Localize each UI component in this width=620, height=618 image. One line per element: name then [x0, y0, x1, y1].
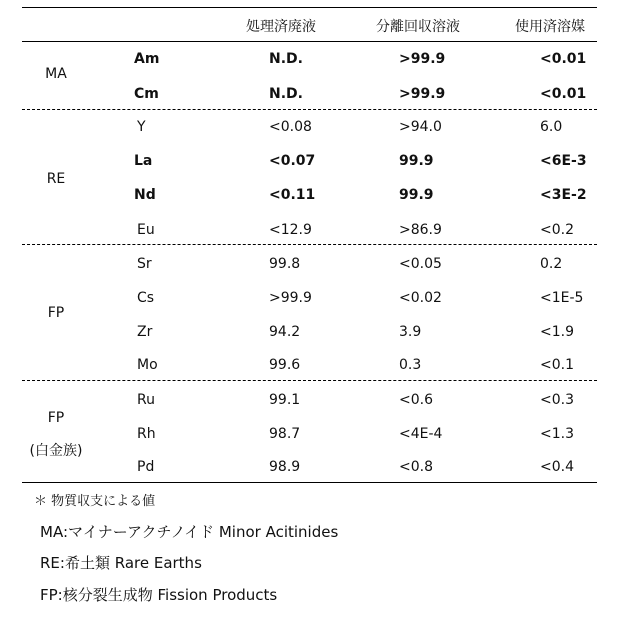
value-treated-waste: >99.9	[269, 290, 312, 306]
element-label: Am	[134, 51, 160, 67]
value-recovered-solution: 99.9	[399, 153, 434, 169]
group-divider	[22, 380, 597, 381]
value-treated-waste: N.D.	[269, 51, 303, 67]
value-spent-solvent: <0.2	[540, 222, 574, 238]
legend-fp: FP:核分裂生成物 Fission Products	[40, 586, 278, 604]
value-treated-waste: 98.7	[269, 426, 301, 442]
value-treated-waste: 99.6	[269, 357, 301, 373]
header-treated-waste: 処理済廃液	[246, 19, 316, 35]
group-label-fp-pgm: FP	[47, 410, 65, 426]
legend-ma: MA:マイナーアクチノイド Minor Acitinides	[40, 523, 339, 541]
table-bottom-rule	[22, 482, 597, 483]
value-treated-waste: N.D.	[269, 86, 303, 102]
element-label: La	[134, 153, 153, 169]
group-label-fp-pgm-sub: (白金族)	[29, 443, 83, 459]
value-recovered-solution: >94.0	[399, 119, 442, 135]
group-label-re: RE	[46, 171, 66, 187]
value-spent-solvent: <0.3	[540, 392, 574, 408]
value-recovered-solution: 3.9	[399, 324, 422, 340]
element-label: Cs	[137, 290, 155, 306]
value-spent-solvent: <0.01	[540, 86, 587, 102]
value-spent-solvent: <0.1	[540, 357, 574, 373]
element-label: Rh	[137, 426, 156, 442]
value-treated-waste: <0.11	[269, 187, 316, 203]
element-label: Pd	[137, 459, 155, 475]
value-recovered-solution: <4E-4	[399, 426, 443, 442]
value-treated-waste: 94.2	[269, 324, 301, 340]
value-treated-waste: <0.08	[269, 119, 312, 135]
value-recovered-solution: >86.9	[399, 222, 442, 238]
value-spent-solvent: 0.2	[540, 256, 563, 272]
legend-re: RE:希土類 Rare Earths	[40, 554, 202, 572]
footnote: ＊ 物質収支による値	[34, 494, 156, 509]
value-recovered-solution: 0.3	[399, 357, 422, 373]
value-recovered-solution: <0.02	[399, 290, 442, 306]
header-recovered-solution: 分離回収溶液	[376, 19, 460, 35]
value-treated-waste: 98.9	[269, 459, 301, 475]
element-label: Nd	[134, 187, 156, 203]
element-label: Eu	[137, 222, 155, 238]
value-spent-solvent: 6.0	[540, 119, 563, 135]
value-spent-solvent: <1.3	[540, 426, 574, 442]
value-spent-solvent: <1E-5	[540, 290, 584, 306]
element-label: Mo	[137, 357, 158, 373]
table-top-rule	[22, 7, 597, 8]
header-bottom-rule	[22, 41, 597, 42]
value-recovered-solution: 99.9	[399, 187, 434, 203]
value-spent-solvent: <0.01	[540, 51, 587, 67]
value-recovered-solution: <0.8	[399, 459, 433, 475]
value-treated-waste: 99.1	[269, 392, 301, 408]
group-divider	[22, 244, 597, 245]
group-label-fp: FP	[47, 305, 65, 321]
value-spent-solvent: <6E-3	[540, 153, 587, 169]
value-treated-waste: 99.8	[269, 256, 301, 272]
group-label-ma: MA	[45, 66, 67, 82]
value-treated-waste: <12.9	[269, 222, 312, 238]
element-label: Y	[137, 119, 146, 135]
value-recovered-solution: >99.9	[399, 86, 446, 102]
value-spent-solvent: <1.9	[540, 324, 574, 340]
value-recovered-solution: <0.05	[399, 256, 442, 272]
element-label: Cm	[134, 86, 159, 102]
element-label: Ru	[137, 392, 155, 408]
element-label: Zr	[137, 324, 153, 340]
value-spent-solvent: <0.4	[540, 459, 574, 475]
group-divider	[22, 109, 597, 110]
element-label: Sr	[137, 256, 152, 272]
value-treated-waste: <0.07	[269, 153, 316, 169]
value-recovered-solution: >99.9	[399, 51, 446, 67]
value-spent-solvent: <3E-2	[540, 187, 587, 203]
value-recovered-solution: <0.6	[399, 392, 433, 408]
header-spent-solvent: 使用済溶媒	[515, 19, 585, 35]
